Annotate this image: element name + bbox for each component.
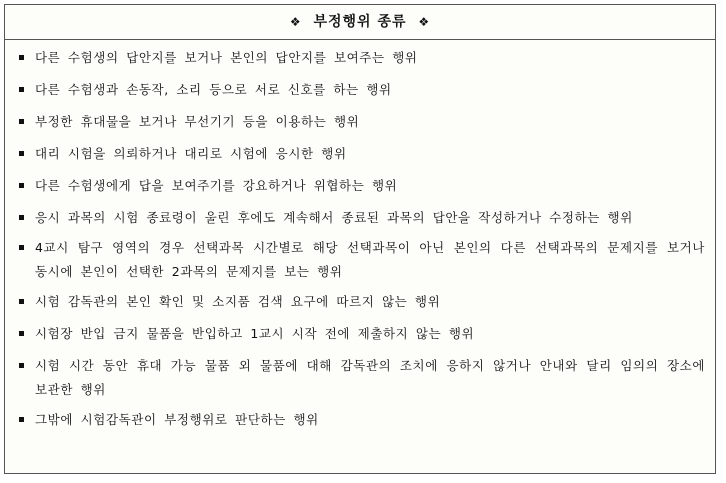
square-bullet-icon — [19, 119, 24, 124]
square-bullet-icon — [19, 87, 24, 92]
list-item — [19, 236, 705, 284]
notice-box — [4, 4, 716, 474]
list-item — [19, 110, 705, 134]
square-bullet-icon — [19, 215, 24, 220]
diamond-icon-right: ❖ — [418, 15, 431, 29]
list-item-text: 대리 시험을 의뢰하거나 대리로 시험에 응시한 행위 — [35, 146, 347, 161]
list-item — [19, 142, 705, 166]
violation-list — [5, 40, 715, 432]
list-item-text: 4교시 탐구 영역의 경우 선택과목 시간별로 해당 선택과목이 아닌 본인의 다른 선택과목의 문제지를 보거나 동시에 본인이 선택한 2과목의 문제지를 보는 행위 — [35, 240, 705, 279]
list-item-text: 다른 수험생에게 답을 보여주기를 강요하거나 위협하는 행위 — [35, 178, 398, 193]
page-title: 부정행위 종류 — [313, 14, 407, 30]
list-item-text: 다른 수험생과 손동작, 소리 등으로 서로 신호를 하는 행위 — [35, 82, 392, 97]
list-item — [19, 290, 705, 314]
list-item — [19, 322, 705, 346]
list-item — [19, 408, 705, 432]
list-item — [19, 354, 705, 402]
diamond-icon-left: ❖ — [289, 15, 302, 29]
list-item-text: 응시 과목의 시험 종료령이 울린 후에도 계속해서 종료된 과목의 답안을 작성하거나 수정하는 행위 — [35, 210, 633, 225]
list-item-text: 다른 수험생의 답안지를 보거나 본인의 답안지를 보여주는 행위 — [35, 50, 418, 65]
square-bullet-icon — [19, 331, 24, 336]
square-bullet-icon — [19, 245, 24, 250]
list-item — [19, 206, 705, 230]
square-bullet-icon — [19, 183, 24, 188]
list-item-text: 부정한 휴대물을 보거나 무선기기 등을 이용하는 행위 — [35, 114, 360, 129]
list-item — [19, 78, 705, 102]
square-bullet-icon — [19, 417, 24, 422]
list-item-text: 시험 시간 동안 휴대 가능 물품 외 물품에 대해 감독관의 조치에 응하지 않거나 안내와 달리 임의의 장소에 보관한 행위 — [35, 358, 705, 397]
list-item-text: 시험장 반입 금지 물품을 반입하고 1교시 시작 전에 제출하지 않는 행위 — [35, 326, 475, 341]
list-item — [19, 46, 705, 70]
list-item-text: 시험 감독관의 본인 확인 및 소지품 검색 요구에 따르지 않는 행위 — [35, 294, 441, 309]
square-bullet-icon — [19, 151, 24, 156]
square-bullet-icon — [19, 55, 24, 60]
list-item-text: 그밖에 시험감독관이 부정행위로 판단하는 행위 — [35, 412, 319, 427]
square-bullet-icon — [19, 299, 24, 304]
title-row — [5, 5, 715, 40]
list-item — [19, 174, 705, 198]
square-bullet-icon — [19, 363, 24, 368]
